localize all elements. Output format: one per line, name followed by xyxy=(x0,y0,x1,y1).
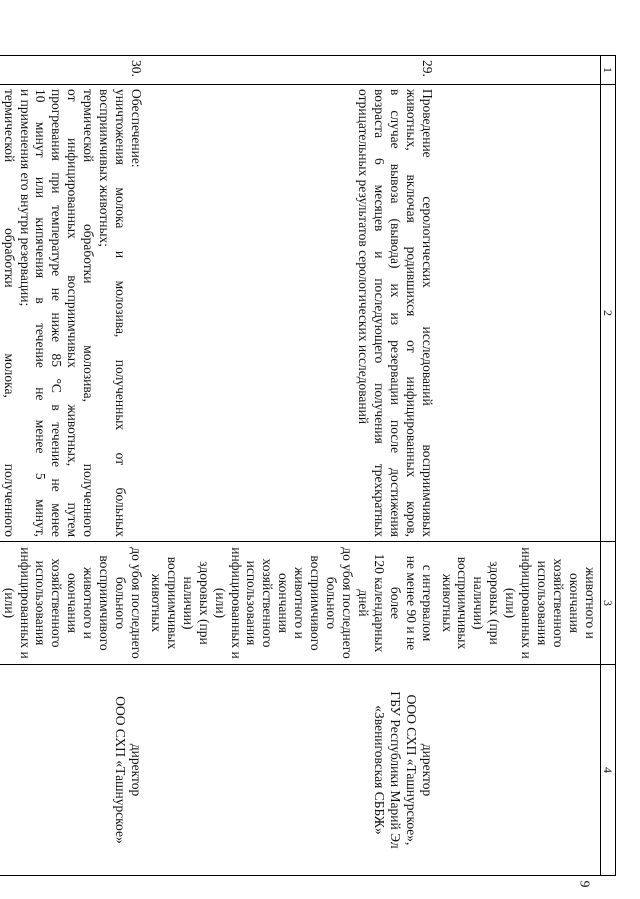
header-col-3: 3 xyxy=(600,542,615,665)
row-29-deadline: с интервалом не менее 90 и не более 120 календарных дней до убоя последнего больного восприимчивого животного и окончания хозяйственного использования инфицированных и (или) здоровых (при наличии) восприимчивых животных xyxy=(146,542,437,665)
row-30-responsible: директор ООО СХП «Ташнурское» xyxy=(0,665,146,876)
row-29-measure: Проведение серологических исследований восприимчивых животных, включая родившихся от инфицированных коров, в случае вывоза (вывода) их из резервации после достижения возраста 6 месяцев и последующего получения трехкратных отрицательных результатов серологических исследований xyxy=(146,85,437,542)
row-29-responsible: директор ООО СХП «Ташнурское», ГБУ Республики Марий Эл «Звениговская СББЖ» xyxy=(146,665,437,876)
table-header-row xyxy=(600,56,615,876)
table-row-30 xyxy=(0,56,146,876)
row-30-number: 30. xyxy=(0,56,146,85)
table-row-29 xyxy=(146,56,437,876)
page-number: 9 xyxy=(576,880,592,888)
header-col-1: 1 xyxy=(600,56,615,85)
header-col-4: 4 xyxy=(600,665,615,876)
row-30-measure: Обеспечение: уничтожения молока и молозива, полученных от больных восприимчивых животных; термической обработки молозива, полученного от инфицированных восприимчивых животных, путем прогревания при температуре не ниже 85 °С в течение не менее 10 минут или кипячения в течение не менее 5 минут, и применения его внутри резервации; термической обработки молока, полученного xyxy=(0,85,146,542)
row-29-number: 29. xyxy=(146,56,437,85)
table-row-continuation xyxy=(437,56,601,876)
row-30-deadline: до убоя последнего больного восприимчивого животного и окончания хозяйственного использования инфицированных и (или) xyxy=(0,542,146,665)
plan-table xyxy=(0,55,616,876)
continuation-deadline: животного и окончания хозяйственного использования инфицированных и (или) здоровых (при наличии) восприимчивых животных xyxy=(437,542,601,665)
header-col-2: 2 xyxy=(600,85,615,542)
